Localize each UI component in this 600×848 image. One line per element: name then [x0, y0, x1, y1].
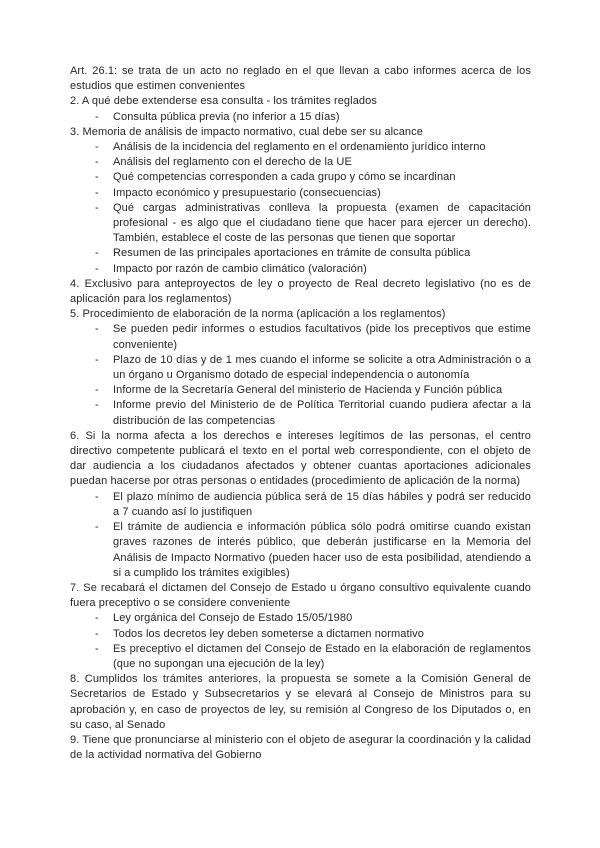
paragraph: 3. Memoria de análisis de impacto normativo, cual debe ser su alcance — [70, 125, 423, 138]
bullet-item — [95, 186, 531, 201]
bullet-text: Qué competencias corresponden a cada grupo y cómo se incardinan — [113, 171, 456, 184]
bullet-marker: - — [95, 262, 99, 275]
bullet-text: Resumen de las principales aportaciones en trámite de consulta pública — [113, 247, 471, 260]
paragraph: 7. Se recabará el dictamen del Consejo de Estado u órgano consultivo equivalente cuando fuera preceptivo o se considere conveniente — [70, 581, 531, 610]
bullet-item — [95, 322, 531, 352]
bullet-marker: - — [95, 186, 99, 199]
bullet-text: Informe de la Secretaría General del ministerio de Hacienda y Función pública — [113, 384, 503, 397]
bullet-text: El plazo mínimo de audiencia pública será de 15 días hábiles y podrá ser reducido a 7 cuando así lo justifiquen — [113, 490, 531, 518]
bullet-text: Impacto económico y presupuestario (consecuencias) — [113, 186, 381, 199]
paragraph: 9. Tiene que pronunciarse al ministerio con el objeto de asegurar la coordinación y la calidad de la actividad normativa del Gobierno — [70, 733, 531, 762]
bullet-text: Ley orgánica del Consejo de Estado 15/05/1980 — [113, 612, 353, 625]
bullet-text: Análisis de la incidencia del reglamento en el ordenamiento jurídico interno — [113, 141, 486, 154]
bullet-text: Qué cargas administrativas conlleva la propuesta (examen de capacitación profesional - es algo que el ciudadano tiene que hacer para ejercer un derecho). También, establece el coste de las personas que tienen que soportar — [113, 201, 531, 245]
bullet-text: Consulta pública previa (no inferior a 15 días) — [113, 110, 340, 123]
bullet-text: Impacto por razón de cambio climático (valoración) — [113, 262, 367, 275]
bullet-marker: - — [95, 141, 99, 154]
bullet-marker: - — [95, 171, 99, 184]
bullet-marker: - — [95, 612, 99, 625]
bullet-item — [95, 642, 531, 672]
document-content — [70, 64, 531, 763]
bullet-item — [95, 398, 531, 428]
paragraph: Art. 26.1: se trata de un acto no reglado en el que llevan a cabo informes acerca de los estudios que estimen convenientes — [70, 65, 531, 93]
bullet-item — [95, 262, 531, 277]
bullet-text: Todos los decretos ley deben someterse a dictamen normativo — [113, 627, 425, 640]
paragraph: 8. Cumplidos los trámites anteriores, la propuesta se somete a la Comisión General de Secretarios de Estado y Subsecretarios y se elevará al Consejo de Ministros para su aprobación y, en caso de proyectos de ley, su remisión al Congreso de los Diputados o, en su caso, al Senado — [70, 673, 531, 731]
bullet-text: El trámite de audiencia e información pública sólo podrá omitirse cuando existan graves razones de interés público, que deberán justificarse en la Memoria del Análisis de Impacto Normativo (pueden hacer uso de esta posibilidad, atendiendo a si a cumplido los trámites exigibles) — [113, 521, 531, 579]
bullet-marker: - — [95, 521, 99, 534]
bullet-item — [95, 170, 531, 185]
bullet-text: Informe previo del Ministerio de de Política Territorial cuando pudiera afectar a la distribución de las competencias — [113, 399, 531, 427]
paragraph: 2. A qué debe extenderse esa consulta - los trámites reglados — [70, 95, 377, 108]
bullet-item — [95, 520, 531, 581]
bullet-item — [95, 246, 531, 261]
bullet-marker: - — [95, 110, 99, 123]
bullet-text: Plazo de 10 días y de 1 mes cuando el informe se solicite a otra Administración o a un órgano u Organismo dotado de especial independencia o autonomía — [113, 353, 531, 382]
paragraph: 4. Exclusivo para anteproyectos de ley o proyecto de Real decreto legislativo (no es de aplicación para los reglamentos) — [70, 277, 531, 306]
bullet-marker: - — [95, 627, 99, 640]
bullet-marker: - — [95, 323, 99, 336]
bullet-item — [95, 140, 531, 155]
bullet-item — [95, 155, 531, 170]
bullet-text: Análisis del reglamento con el derecho de la UE — [113, 156, 352, 169]
paragraph: 5. Procedimiento de elaboración de la norma (aplicación a los reglamentos) — [70, 308, 446, 321]
bullet-text: Se pueden pedir informes o estudios facultativos (pide los preceptivos que estime conveniente) — [113, 323, 531, 351]
bullet-item — [95, 627, 531, 642]
bullet-text: Es preceptivo el dictamen del Consejo de Estado en la elaboración de reglamentos (que no supongan una ejecución de la ley) — [113, 642, 531, 670]
bullet-marker: - — [95, 156, 99, 169]
bullet-item — [95, 611, 531, 626]
bullet-marker: - — [95, 399, 99, 412]
bullet-item — [95, 110, 531, 125]
bullet-item — [95, 490, 531, 520]
bullet-item — [95, 353, 531, 383]
bullet-marker: - — [95, 353, 99, 366]
bullet-marker: - — [95, 247, 99, 260]
bullet-marker: - — [95, 490, 99, 503]
paragraph: 6. Si la norma afecta a los derechos e intereses legítimos de las personas, el centro directivo competente publicará el texto en el portal web correspondiente, con el objeto de dar audiencia a los ciudadanos afectados y obtener cuantas aportaciones adicionales puedan hacerse por otras personas o entidades (procedimiento de aplicación de la norma) — [70, 429, 531, 488]
bullet-item — [95, 201, 531, 247]
bullet-marker: - — [95, 384, 99, 397]
bullet-item — [95, 383, 531, 398]
bullet-marker: - — [95, 642, 99, 655]
bullet-marker: - — [95, 201, 99, 214]
